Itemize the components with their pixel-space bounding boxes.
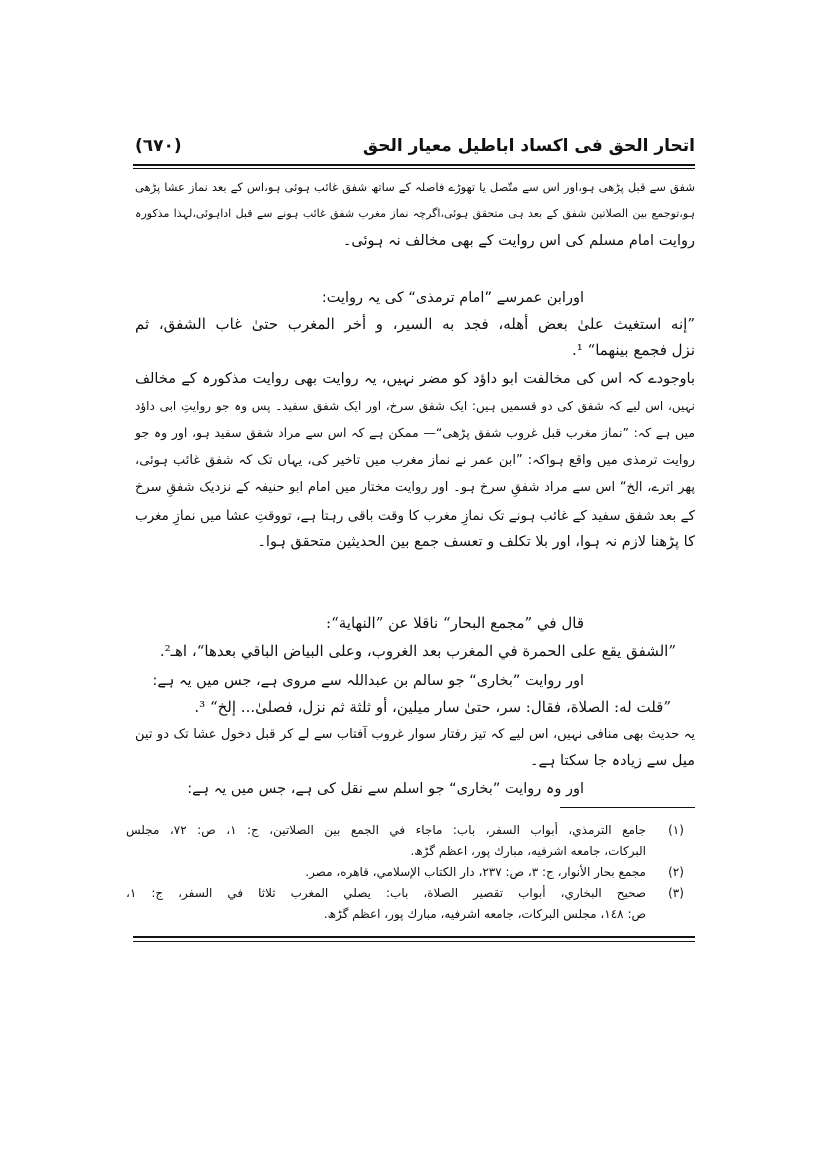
arabic-quote-line: نزل فجمع بينهما“ ¹. [571, 341, 695, 359]
footnote-separator [560, 807, 695, 808]
header-rule-bottom [133, 168, 695, 169]
footnote-text: جامع الترمذي، أبواب السفر، باب: ماجاء في الجمع بين الصلاتين، ج: ١، ص: ٧٢، مجلس [126, 823, 646, 837]
body-line: اور روایت ”بخاری“ جو سالم بن عبداللہ سے مروی ہے، جس میں یہ ہے: [152, 673, 584, 689]
running-title: اتحار الحق فی اكساد اباطیل معیار الحق [362, 136, 695, 156]
footnote-text: ص: ١٤٨، مجلس البركات، جامعه اشرفيه، مبارك پور، اعظم گڑھ. [323, 907, 646, 921]
body-line: نہیں، اس لیے کہ شفق کی دو قسمیں ہیں: ایک شفق سرخ، اور ایک شفق سفید۔ پس وہ جو روایتِ ابی داؤد [135, 399, 695, 413]
body-line: میں ہے کہ: ”نماز مغرب قبل غروب شفق پڑھی“— ممکن ہے کہ اس سے مراد شفق سفید ہو، اور وہ جو [135, 425, 695, 440]
footnote-number: (٢) [668, 865, 684, 879]
body-line: یہ حدیث بھی منافی نہیں، اس لیے کہ تیز رفتار سوار غروب آفتاب سے لے کر قبل دخول عشا تک دو تین [135, 727, 695, 742]
body-line: اورابن عمرسے ”امام ترمذی“ کی یہ روایت: [321, 290, 584, 306]
footnote-number: (٣) [668, 886, 684, 900]
body-line: ہو،توجمع بین الصلاتین شفق کے بعد ہی متحقق ہوئی،اگرچہ نماز مغرب شفق غائب ہونے سے قبل اداہوئی،لہذا مذکورہ [135, 207, 695, 220]
page-number: (٦٧٠) [135, 136, 182, 156]
body-line: کا پڑھنا لازم نہ ہوا، اور بلا تکلف و تعسف جمع بین الحدیثین متحقق ہوا۔ [257, 534, 695, 550]
footer-rule-top [133, 936, 695, 938]
body-line: شفق سے قبل پڑھی ہو،اور اس سے متّصل یا تھوڑے فاصلہ کے ساتھ شفق غائب ہوئی ہو،اس کے بعد نماز عشا پڑھی [135, 180, 695, 194]
arabic-line: قال في ”مجمع البحار“ ناقلا عن ”النهاية“: [326, 614, 584, 632]
header-rule-top [133, 164, 695, 166]
footer-rule-bottom [133, 941, 695, 942]
body-line: روایت ترمذی میں واقع ہواکہ: ”ابن عمر نے نماز مغرب میں تاخیر کی، یہاں تک کہ شفق غائب ہوئی، [135, 453, 695, 468]
body-line: اور وہ روایت ”بخاری“ جو اسلم سے نقل کی ہے، جس میں یہ ہے: [187, 781, 584, 797]
footnote-text: مجمع بحار الأنوار، ج: ٣، ص: ٢٣٧، دار الكتاب الإسلامي، قاهره، مصر. [305, 865, 646, 879]
body-line: باوجودے کہ اس کی مخالفت ابو داؤد کو مضر نہیں، یہ روایت بھی روایت مذکورہ کے مخالف [135, 371, 695, 387]
arabic-quote-line: ”الشفق يقع على الحمرة في المغرب بعد الغروب، وعلى البياض الباقي بعدها“، اهـ². [159, 642, 676, 660]
body-line: پھر اترے، الخ“ اس سے مراد شفقِ سرخ ہو۔ اور روایت مختار میں امام ابو حنیفہ کے نزدیک شفقِ سرخ [135, 480, 695, 495]
body-line: کے بعد شفق سفید کے غائب ہونے تک نمازِ مغرب کا وقت باقی رہتا ہے، تووقتِ عشا میں نمازِ مغرب [135, 508, 695, 524]
footnote-text: البركات، جامعه اشرفيه، مبارك پور، اعظم گڑھ. [410, 844, 646, 858]
footnote-number: (١) [668, 823, 684, 837]
arabic-quote-line: ”إنه استغيث علىٰ بعض أهله، فجد به السير، و أخر المغرب حتىٰ غاب الشفق، ثم [135, 315, 695, 333]
arabic-quote-line: ”قلت له: الصلاة، فقال: سر، حتىٰ سار ميلين، أو ثلثة ثم نزل، فصلىٰ... إلخ“ ³. [194, 698, 671, 716]
body-line: روایت امام مسلم کی اس روایت کے بھی مخالف نہ ہوئی۔ [342, 233, 695, 249]
footnote-text: صحيح البخاري، أبواب تقصير الصلاة، باب: يصلي المغرب ثلاثا في السفر، ج: ١، [126, 886, 646, 900]
body-line: میل سے زیادہ جا سکتا ہے۔ [529, 753, 695, 769]
